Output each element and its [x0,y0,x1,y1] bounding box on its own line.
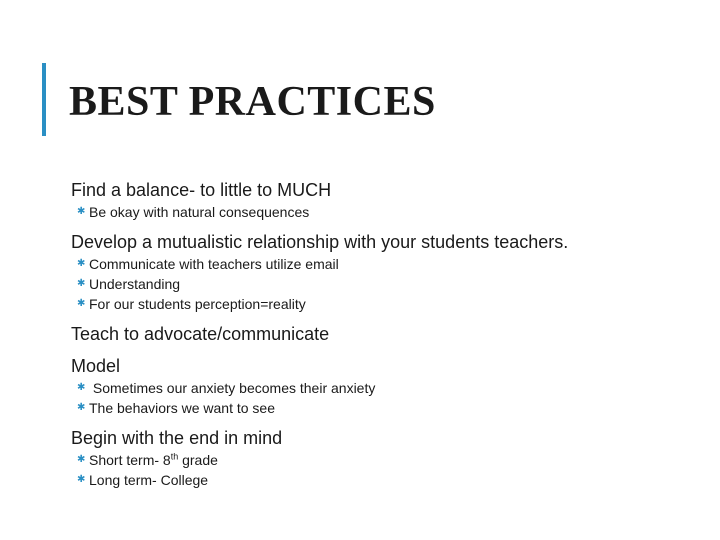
section-teach-advocate [71,322,691,346]
section-heading: Find a balance- to little to MUCH [71,180,332,200]
bullet-text-part: grade [178,452,218,468]
section-heading: Teach to advocate/communicate [71,324,330,344]
bullet-list [71,450,691,490]
section-heading: Begin with the end in mind [71,428,283,448]
asterisk-bullet-icon: ✱ [77,474,86,485]
bullet-item [77,450,691,470]
bullet-item [77,202,691,222]
bullet-text: Be okay with natural consequences [89,204,310,220]
asterisk-bullet-icon: ✱ [77,454,86,465]
section-mutualistic-relationship [71,230,691,314]
ordinal-suffix: th [170,451,179,462]
bullet-item [77,398,691,418]
asterisk-bullet-icon: ✱ [77,278,86,289]
bullet-item [77,294,691,314]
slide-title: BEST PRACTICES [69,79,436,125]
bullet-text-part: Short term- 8 [89,452,171,468]
bullet-text: Communicate with teachers utilize email [89,256,339,272]
bullet-item [77,470,691,490]
asterisk-bullet-icon: ✱ [77,258,86,269]
asterisk-bullet-icon: ✱ [77,298,86,309]
bullet-text: Understanding [89,276,181,292]
slide-content [71,178,691,490]
bullet-item [77,254,691,274]
section-model [71,354,691,418]
title-accent-bar [42,63,46,136]
bullet-text: For our students perception=reality [89,296,306,312]
bullet-item [77,378,691,398]
bullet-text: Sometimes our anxiety becomes their anxiety [89,380,376,396]
asterisk-bullet-icon: ✱ [77,402,86,413]
bullet-text [89,450,218,470]
bullet-list [71,202,691,222]
section-begin-with-end [71,426,691,490]
section-find-balance [71,178,691,222]
bullet-list [71,254,691,314]
asterisk-bullet-icon: ✱ [77,206,86,217]
section-heading: Model [71,356,121,376]
bullet-item [77,274,691,294]
asterisk-bullet-icon: ✱ [77,382,86,393]
bullet-text: The behaviors we want to see [89,400,275,416]
bullet-list [71,378,691,418]
bullet-text: Long term- College [89,472,209,488]
section-heading: Develop a mutualistic relationship with your students teachers. [71,232,569,252]
